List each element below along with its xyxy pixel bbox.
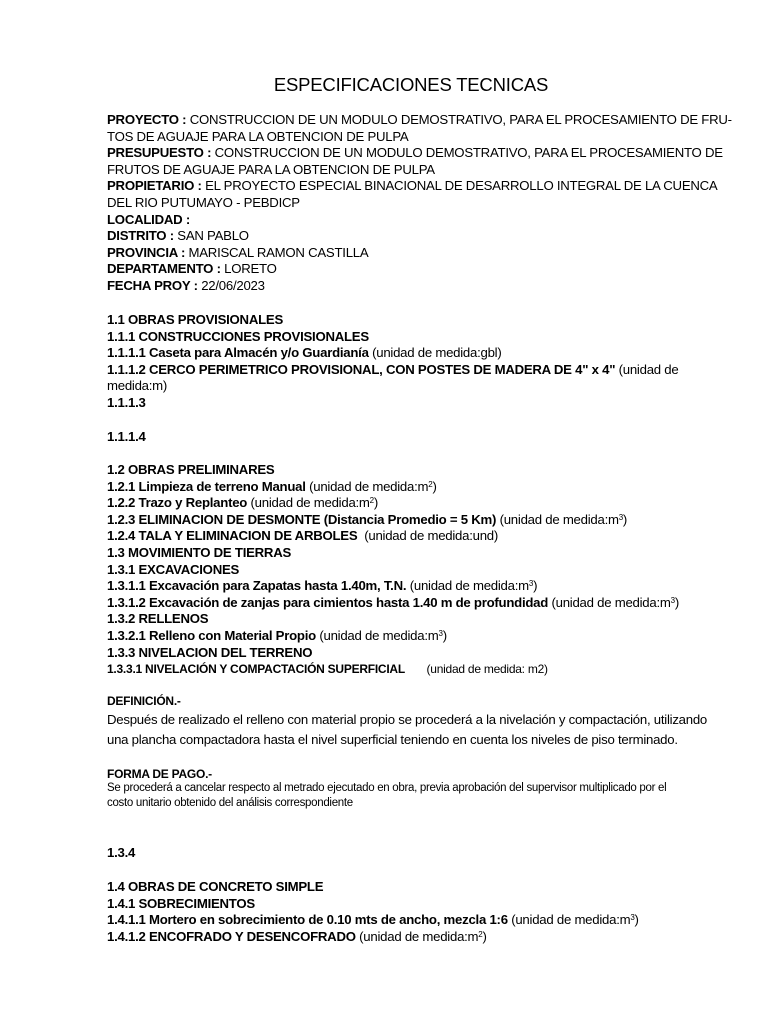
item-1-1-1-2	[107, 362, 715, 379]
superscript: 2	[428, 479, 433, 489]
fecha-line	[107, 278, 715, 295]
section-obras-provisionales	[107, 312, 715, 412]
item-1-2-4	[107, 528, 715, 545]
item-1-2-1	[107, 479, 715, 496]
item-1-1-1-1-title: 1.1.1.1 Caseta para Almacén y/o Guardianía	[107, 345, 369, 361]
superscript: 3	[618, 512, 623, 522]
fecha-label: FECHA PROY :	[107, 277, 198, 293]
item-1-2-2	[107, 495, 715, 512]
item-1-4-1-1	[107, 912, 715, 929]
item-1-1-1-4: 1.1.1.4	[107, 429, 146, 444]
fecha-value: 22/06/2023	[201, 277, 265, 293]
departamento-value: LORETO	[224, 261, 277, 277]
item-1-2-4-title: 1.2.4 TALA Y ELIMINACION DE ARBOLES	[107, 528, 358, 544]
close-paren: )	[674, 594, 679, 610]
item-1-3-4-wrapper	[107, 845, 715, 862]
propietario-label: PROPIETARIO :	[107, 178, 202, 194]
heading-1-3-2: 1.3.2 RELLENOS	[107, 611, 209, 627]
item-1-2-4-unit: (unidad de medida:und)	[364, 528, 499, 544]
proyecto-line-2: TOS DE AGUAJE PARA LA OBTENCION DE PULPA	[107, 128, 409, 144]
localidad-label: LOCALIDAD :	[107, 211, 190, 227]
item-1-3-3-1	[107, 661, 715, 678]
item-1-2-3	[107, 512, 715, 529]
item-1-3-1-1-title: 1.3.1.1 Excavación para Zapatas hasta 1.40m, T.N.	[107, 578, 407, 594]
item-1-3-1-1	[107, 578, 715, 595]
propietario-value: EL PROYECTO ESPECIAL BINACIONAL DE DESARROLLO INTEGRAL DE LA CUENCA	[205, 178, 718, 194]
item-1-3-2-1-title: 1.3.2.1 Relleno con Material Propio	[107, 627, 316, 643]
item-1-2-3-title: 1.2.3 ELIMINACION DE DESMONTE (Distancia Promedio = 5 Km)	[107, 511, 497, 527]
definicion-label: DEFINICIÓN.-	[107, 694, 181, 708]
item-1-2-1-unit: (unidad de medida:m	[309, 478, 429, 494]
item-1-3-3-1-unit: (unidad de medida: m2)	[426, 662, 548, 677]
propietario-line-2: DEL RIO PUTUMAYO - PEBDICP	[107, 194, 300, 210]
distrito-label: DISTRITO :	[107, 228, 174, 244]
heading-1-1: 1.1 OBRAS PROVISIONALES	[107, 312, 283, 327]
superscript: 2	[369, 496, 374, 506]
close-paren: )	[622, 511, 628, 527]
presupuesto-label: PRESUPUESTO :	[107, 145, 212, 161]
close-paren: )	[482, 928, 487, 944]
item-1-3-3-1-num: 1.3.3.1	[107, 662, 142, 677]
heading-1-1-1: 1.1.1 CONSTRUCCIONES PROVISIONALES	[107, 328, 369, 344]
departamento-line	[107, 261, 715, 278]
heading-1-4-1: 1.4.1 SOBRECIMIENTOS	[107, 895, 255, 911]
forma-pago-text-line-1: Se procederá a cancelar respecto al metrado ejecutado en obra, previa aprobación del supervisor multiplicado por el	[107, 782, 667, 794]
section-obras-preliminares	[107, 462, 715, 678]
item-1-4-1-2-unit: (unidad de medida:m	[359, 928, 479, 944]
item-1-2-2-unit: (unidad de medida:m	[250, 495, 370, 511]
item-1-1-1-3: 1.1.1.3	[107, 394, 146, 410]
distrito-value: SAN PABLO	[177, 228, 249, 244]
document-title: ESPECIFICACIONES TECNICAS	[273, 74, 549, 95]
presupuesto-line-2: FRUTOS DE AGUAJE PARA LA OBTENCION DE PULPA	[107, 161, 435, 177]
forma-pago-label: FORMA DE PAGO.-	[107, 767, 212, 781]
heading-1-2: 1.2 OBRAS PRELIMINARES	[107, 462, 275, 477]
item-1-3-3-1-title: NIVELACIÓN Y COMPACTACIÓN SUPERFICIAL	[145, 662, 405, 677]
heading-1-3-3: 1.3.3 NIVELACION DEL TERRENO	[107, 644, 313, 660]
close-paren: )	[533, 578, 538, 594]
definicion-text-line-2: una plancha compactadora hasta el nivel superficial teniendo en cuenta los niveles de piso terminado.	[107, 732, 678, 747]
item-1-3-1-2-title: 1.3.1.2 Excavación de zanjas para cimientos hasta 1.40 m de profundidad	[107, 594, 549, 610]
provincia-line	[107, 245, 715, 262]
definicion-text-line-1: Después de realizado el relleno con material propio se procederá a la nivelación y compactación, utilizando	[107, 712, 708, 727]
definicion-section	[107, 693, 715, 710]
proyecto-value: CONSTRUCCION DE UN MODULO DEMOSTRATIVO, PARA EL PROCESAMIENTO DE FRU-	[189, 112, 732, 127]
provincia-label: PROVINCIA :	[107, 244, 186, 260]
item-1-1-1-2-title: 1.1.1.2 CERCO PERIMETRICO PROVISIONAL, CON POSTES DE MADERA DE 4" x 4"	[107, 361, 616, 377]
close-paren: )	[373, 495, 379, 511]
heading-1-4: 1.4 OBRAS DE CONCRETO SIMPLE	[107, 879, 324, 894]
definicion-text	[107, 710, 715, 750]
forma-pago-text	[107, 781, 715, 810]
item-1-1-1-1-unit: (unidad de medida:gbl)	[372, 345, 502, 361]
item-1-2-3-unit: (unidad de medida:m	[499, 511, 619, 527]
presupuesto-value: CONSTRUCCION DE UN MODULO DEMOSTRATIVO, PARA EL PROCESAMIENTO DE	[214, 145, 723, 161]
propietario-line-1	[107, 178, 718, 195]
distrito-line	[107, 228, 715, 245]
item-1-1-1-4-wrapper	[107, 429, 715, 446]
forma-pago-text-line-2: costo unitario obtenido del análisis correspondiente	[107, 796, 353, 809]
item-1-2-2-title: 1.2.2 Trazo y Replanteo	[107, 495, 248, 511]
heading-1-3: 1.3 MOVIMIENTO DE TIERRAS	[107, 544, 292, 560]
section-concreto-simple	[107, 879, 715, 945]
item-1-3-1-2-unit: (unidad de medida:m	[551, 594, 671, 610]
proyecto-line-1	[107, 112, 732, 129]
superscript: 3	[438, 628, 443, 638]
proyecto-label: PROYECTO :	[107, 112, 187, 127]
item-1-1-1-1	[107, 345, 715, 362]
superscript: 3	[528, 579, 534, 589]
presupuesto-line-1	[107, 145, 723, 162]
item-1-4-1-2	[107, 929, 715, 946]
item-1-1-1-2-unit: (unidad de	[618, 361, 679, 377]
departamento-label: DEPARTAMENTO :	[107, 261, 221, 277]
item-1-3-4: 1.3.4	[107, 845, 136, 860]
item-1-2-1-title: 1.2.1 Limpieza de terreno Manual	[107, 478, 306, 494]
superscript: 3	[630, 913, 635, 923]
heading-1-3-1: 1.3.1 EXCAVACIONES	[107, 561, 240, 577]
item-1-3-1-2	[107, 595, 715, 612]
project-header	[107, 112, 732, 295]
item-1-3-1-1-unit: (unidad de medida:m	[409, 578, 529, 594]
close-paren: )	[634, 912, 639, 928]
item-1-1-1-2-unit-cont: medida:m)	[107, 378, 168, 394]
close-paren: )	[432, 478, 437, 494]
superscript: 2	[478, 929, 483, 939]
item-1-4-1-2-title: 1.4.1.2 ENCOFRADO Y DESENCOFRADO	[107, 928, 356, 944]
item-1-4-1-1-title: 1.4.1.1 Mortero en sobrecimiento de 0.10 mts de ancho, mezcla 1:6	[107, 912, 508, 928]
close-paren: )	[442, 627, 447, 643]
item-1-4-1-1-unit: (unidad de medida:m	[511, 912, 631, 928]
item-1-3-2-1	[107, 628, 715, 645]
item-1-3-2-1-unit: (unidad de medida:m	[319, 627, 439, 643]
provincia-value: MARISCAL RAMON CASTILLA	[188, 244, 369, 260]
superscript: 3	[670, 595, 675, 605]
